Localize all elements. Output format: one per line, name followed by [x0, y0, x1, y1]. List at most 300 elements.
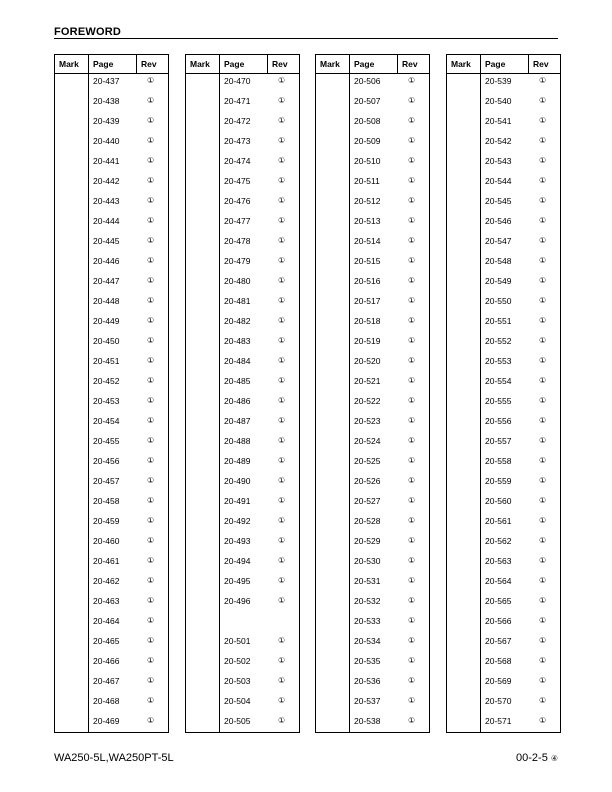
table-row	[316, 154, 429, 174]
rev-cell: ①	[539, 496, 547, 505]
rev-cell: ①	[539, 576, 547, 585]
page-cell: 20-531	[354, 576, 381, 586]
page-cell: 20-494	[224, 556, 251, 566]
rev-cell: ①	[147, 276, 155, 285]
table-row	[447, 334, 560, 354]
table-row	[55, 154, 168, 174]
table-row	[55, 614, 168, 634]
mark-header: Mark	[320, 59, 340, 69]
page-cell: 20-491	[224, 496, 251, 506]
table-row	[55, 74, 168, 94]
table-row	[447, 494, 560, 514]
rev-cell: ①	[278, 156, 286, 165]
page-cell: 20-528	[354, 516, 381, 526]
page-cell: 20-440	[93, 136, 120, 146]
rev-cell: ①	[278, 96, 286, 105]
model-label: WA250-5L,WA250PT-5L	[54, 752, 174, 764]
rev-cell: ①	[539, 656, 547, 665]
page-number-block	[516, 752, 558, 764]
table-row	[447, 374, 560, 394]
table-row	[316, 354, 429, 374]
column-divider	[267, 55, 268, 73]
page-cell: 20-502	[224, 656, 251, 666]
page-cell: 20-438	[93, 96, 120, 106]
rev-cell: ①	[278, 416, 286, 425]
table-row	[186, 494, 299, 514]
table-row	[447, 254, 560, 274]
page-cell: 20-460	[93, 536, 120, 546]
page-cell: 20-490	[224, 476, 251, 486]
page-cell: 20-457	[93, 476, 120, 486]
table-row	[447, 134, 560, 154]
table-row	[447, 654, 560, 674]
page-cell: 20-551	[485, 316, 512, 326]
page-cell: 20-545	[485, 196, 512, 206]
page-cell: 20-463	[93, 596, 120, 606]
page-cell: 20-506	[354, 76, 381, 86]
table-row	[186, 114, 299, 134]
page-cell: 20-527	[354, 496, 381, 506]
table-row	[55, 274, 168, 294]
page-cell: 20-483	[224, 336, 251, 346]
page-cell: 20-454	[93, 416, 120, 426]
rev-cell: ①	[147, 96, 155, 105]
page-number: 00-2-5	[516, 752, 548, 764]
rev-cell: ①	[408, 676, 416, 685]
table-row	[447, 274, 560, 294]
table-row	[186, 454, 299, 474]
rev-cell: ①	[147, 136, 155, 145]
rev-cell: ①	[408, 396, 416, 405]
page-cell: 20-473	[224, 136, 251, 146]
rev-cell: ①	[147, 156, 155, 165]
rev-cell: ①	[408, 276, 416, 285]
table-row	[447, 474, 560, 494]
rev-cell: ①	[539, 676, 547, 685]
table-row	[55, 554, 168, 574]
rev-cell: ①	[408, 76, 416, 85]
table-row	[447, 674, 560, 694]
page-cell: 20-517	[354, 296, 381, 306]
rev-cell: ①	[147, 596, 155, 605]
page-cell: 20-548	[485, 256, 512, 266]
page-cell: 20-442	[93, 176, 120, 186]
page-revision-mark: ④	[550, 754, 558, 763]
page-cell: 20-504	[224, 696, 251, 706]
table-row	[186, 194, 299, 214]
table-row	[55, 334, 168, 354]
table-row	[55, 214, 168, 234]
page-cell: 20-529	[354, 536, 381, 546]
page-cell: 20-560	[485, 496, 512, 506]
table-row	[186, 374, 299, 394]
rev-cell: ①	[278, 136, 286, 145]
table-row	[186, 574, 299, 594]
table-row	[447, 594, 560, 614]
page-cell: 20-480	[224, 276, 251, 286]
page-cell: 20-501	[224, 636, 251, 646]
rev-cell: ①	[408, 196, 416, 205]
rev-cell: ①	[539, 276, 547, 285]
page-cell: 20-451	[93, 356, 120, 366]
page-cell: 20-478	[224, 236, 251, 246]
page-cell: 20-521	[354, 376, 381, 386]
table-row	[186, 174, 299, 194]
table-row	[316, 434, 429, 454]
page-cell: 20-508	[354, 116, 381, 126]
page-cell: 20-557	[485, 436, 512, 446]
rev-cell: ①	[539, 176, 547, 185]
page-cell: 20-472	[224, 116, 251, 126]
page-cell: 20-466	[93, 656, 120, 666]
page-cell: 20-443	[93, 196, 120, 206]
table-row	[316, 514, 429, 534]
page-cell: 20-549	[485, 276, 512, 286]
rev-cell: ①	[408, 696, 416, 705]
rev-cell: ①	[539, 636, 547, 645]
page-cell: 20-553	[485, 356, 512, 366]
rev-cell: ①	[408, 296, 416, 305]
rev-cell: ①	[539, 136, 547, 145]
page-cell: 20-441	[93, 156, 120, 166]
table-row	[316, 394, 429, 414]
rev-cell: ①	[539, 436, 547, 445]
table-row	[447, 174, 560, 194]
page-cell: 20-446	[93, 256, 120, 266]
rev-cell: ①	[408, 316, 416, 325]
page-cell: 20-526	[354, 476, 381, 486]
table-row	[447, 314, 560, 334]
rev-cell: ①	[278, 296, 286, 305]
page-cell: 20-555	[485, 396, 512, 406]
rev-cell: ①	[408, 376, 416, 385]
rev-cell: ①	[278, 116, 286, 125]
rev-cell: ①	[278, 396, 286, 405]
page-cell: 20-444	[93, 216, 120, 226]
page-cell: 20-562	[485, 536, 512, 546]
rev-cell: ①	[408, 436, 416, 445]
page-cell: 20-569	[485, 676, 512, 686]
table-row	[55, 594, 168, 614]
page-cell: 20-439	[93, 116, 120, 126]
page-cell: 20-487	[224, 416, 251, 426]
page-cell: 20-465	[93, 636, 120, 646]
page-cell: 20-546	[485, 216, 512, 226]
rev-cell: ①	[278, 376, 286, 385]
page-cell: 20-513	[354, 216, 381, 226]
page-cell: 20-496	[224, 596, 251, 606]
table-row	[316, 554, 429, 574]
rev-cell: ①	[408, 496, 416, 505]
table-row	[186, 514, 299, 534]
page-cell: 20-474	[224, 156, 251, 166]
rev-cell: ①	[408, 116, 416, 125]
rev-cell: ①	[278, 256, 286, 265]
table-row	[316, 614, 429, 634]
page-cell: 20-570	[485, 696, 512, 706]
page-cell: 20-467	[93, 676, 120, 686]
table-row	[55, 574, 168, 594]
rev-cell: ①	[408, 156, 416, 165]
table-row	[186, 714, 299, 734]
rev-cell: ①	[408, 96, 416, 105]
page-cell: 20-567	[485, 636, 512, 646]
column-divider	[397, 55, 398, 73]
table-row	[316, 454, 429, 474]
table-row	[55, 174, 168, 194]
table-row	[447, 534, 560, 554]
table-row	[186, 634, 299, 654]
rev-cell: ①	[278, 576, 286, 585]
page-cell: 20-563	[485, 556, 512, 566]
table-row	[316, 194, 429, 214]
rev-header: Rev	[402, 59, 418, 69]
rev-cell: ①	[147, 216, 155, 225]
table-row	[186, 614, 299, 634]
rev-cell: ①	[408, 456, 416, 465]
table-row	[316, 414, 429, 434]
page-cell: 20-565	[485, 596, 512, 606]
page-cell: 20-477	[224, 216, 251, 226]
table-header	[55, 55, 168, 74]
page-header: Page	[224, 59, 245, 69]
table-row	[55, 494, 168, 514]
page-cell: 20-475	[224, 176, 251, 186]
table-row	[447, 554, 560, 574]
table-row	[447, 574, 560, 594]
rev-cell: ①	[278, 556, 286, 565]
table-row	[55, 414, 168, 434]
rev-cell: ①	[539, 616, 547, 625]
page-cell: 20-514	[354, 236, 381, 246]
rev-cell: ①	[147, 396, 155, 405]
revision-table-1	[54, 54, 169, 733]
page-cell: 20-571	[485, 716, 512, 726]
rev-cell: ①	[539, 236, 547, 245]
page-cell: 20-485	[224, 376, 251, 386]
page-cell: 20-525	[354, 456, 381, 466]
table-row	[55, 434, 168, 454]
rev-cell: ①	[278, 356, 286, 365]
rev-cell: ①	[147, 456, 155, 465]
table-row	[186, 594, 299, 614]
table-row	[447, 194, 560, 214]
rev-cell: ①	[408, 556, 416, 565]
mark-header: Mark	[190, 59, 210, 69]
rev-cell: ①	[408, 216, 416, 225]
rev-cell: ①	[147, 256, 155, 265]
table-row	[316, 174, 429, 194]
table-row	[316, 114, 429, 134]
rev-cell: ①	[408, 136, 416, 145]
table-row	[186, 534, 299, 554]
page-cell: 20-462	[93, 576, 120, 586]
page-cell: 20-522	[354, 396, 381, 406]
table-row	[186, 434, 299, 454]
page-cell: 20-484	[224, 356, 251, 366]
page-cell: 20-469	[93, 716, 120, 726]
table-row	[186, 394, 299, 414]
table-row	[186, 414, 299, 434]
table-row	[55, 714, 168, 734]
page-cell: 20-455	[93, 436, 120, 446]
page-cell: 20-520	[354, 356, 381, 366]
page-cell: 20-558	[485, 456, 512, 466]
rev-cell: ①	[408, 636, 416, 645]
table-row	[186, 74, 299, 94]
page-cell: 20-495	[224, 576, 251, 586]
page-cell: 20-481	[224, 296, 251, 306]
table-row	[447, 434, 560, 454]
rev-cell: ①	[408, 656, 416, 665]
rev-cell: ①	[278, 676, 286, 685]
page-header: Page	[354, 59, 375, 69]
page-cell: 20-452	[93, 376, 120, 386]
rev-cell: ①	[147, 716, 155, 725]
page-cell: 20-488	[224, 436, 251, 446]
rev-cell: ①	[408, 516, 416, 525]
table-row	[447, 354, 560, 374]
table-row	[55, 314, 168, 334]
rev-cell: ①	[408, 236, 416, 245]
table-row	[55, 234, 168, 254]
page-header: Page	[93, 59, 114, 69]
table-row	[316, 654, 429, 674]
page-cell: 20-503	[224, 676, 251, 686]
table-row	[55, 94, 168, 114]
rev-cell: ①	[278, 216, 286, 225]
rev-cell: ①	[278, 236, 286, 245]
page-cell: 20-559	[485, 476, 512, 486]
header-rule	[54, 38, 558, 39]
page-cell: 20-476	[224, 196, 251, 206]
rev-cell: ①	[278, 476, 286, 485]
table-row	[186, 274, 299, 294]
table-row	[447, 714, 560, 734]
table-row	[186, 354, 299, 374]
rev-cell: ①	[539, 296, 547, 305]
table-row	[316, 494, 429, 514]
table-row	[186, 474, 299, 494]
table-row	[55, 634, 168, 654]
table-row	[316, 714, 429, 734]
page-cell: 20-535	[354, 656, 381, 666]
rev-cell: ①	[539, 336, 547, 345]
page-cell: 20-461	[93, 556, 120, 566]
table-row	[55, 254, 168, 274]
rev-cell: ①	[147, 376, 155, 385]
table-row	[55, 374, 168, 394]
rev-cell: ①	[539, 696, 547, 705]
table-row	[447, 294, 560, 314]
rev-cell: ①	[147, 416, 155, 425]
page-cell: 20-479	[224, 256, 251, 266]
table-row	[186, 674, 299, 694]
rev-cell: ①	[278, 516, 286, 525]
table-row	[186, 214, 299, 234]
rev-cell: ①	[539, 196, 547, 205]
page-cell: 20-518	[354, 316, 381, 326]
page-cell: 20-541	[485, 116, 512, 126]
table-row	[55, 534, 168, 554]
table-row	[447, 114, 560, 134]
rev-cell: ①	[147, 616, 155, 625]
table-row	[316, 334, 429, 354]
page-cell: 20-530	[354, 556, 381, 566]
rev-cell: ①	[278, 496, 286, 505]
rev-cell: ①	[539, 76, 547, 85]
table-row	[55, 474, 168, 494]
page-cell: 20-449	[93, 316, 120, 326]
table-row	[186, 154, 299, 174]
rev-header: Rev	[141, 59, 157, 69]
table-row	[186, 254, 299, 274]
rev-cell: ①	[539, 556, 547, 565]
page-cell: 20-516	[354, 276, 381, 286]
rev-cell: ①	[147, 476, 155, 485]
table-row	[55, 674, 168, 694]
table-rows	[55, 74, 168, 732]
table-row	[316, 474, 429, 494]
table-row	[316, 574, 429, 594]
table-row	[55, 194, 168, 214]
mark-header: Mark	[59, 59, 79, 69]
rev-cell: ①	[278, 176, 286, 185]
revision-table-2	[185, 54, 300, 733]
page-cell: 20-542	[485, 136, 512, 146]
rev-cell: ①	[408, 576, 416, 585]
rev-cell: ①	[539, 416, 547, 425]
table-row	[186, 234, 299, 254]
page-cell: 20-445	[93, 236, 120, 246]
rev-cell: ①	[147, 316, 155, 325]
column-divider	[528, 55, 529, 73]
rev-cell: ①	[539, 96, 547, 105]
rev-cell: ①	[408, 256, 416, 265]
column-divider	[136, 55, 137, 73]
rev-cell: ①	[539, 516, 547, 525]
page-cell: 20-547	[485, 236, 512, 246]
table-row	[55, 354, 168, 374]
page-cell: 20-561	[485, 516, 512, 526]
rev-cell: ①	[147, 656, 155, 665]
table-row	[447, 634, 560, 654]
page-cell: 20-470	[224, 76, 251, 86]
rev-cell: ①	[408, 716, 416, 725]
table-row	[186, 294, 299, 314]
page-cell: 20-564	[485, 576, 512, 586]
page-cell: 20-492	[224, 516, 251, 526]
table-row	[316, 594, 429, 614]
page-cell: 20-458	[93, 496, 120, 506]
table-row	[55, 294, 168, 314]
page-cell: 20-489	[224, 456, 251, 466]
table-row	[316, 214, 429, 234]
rev-cell: ①	[278, 456, 286, 465]
rev-cell: ①	[408, 476, 416, 485]
table-row	[186, 654, 299, 674]
page-cell: 20-510	[354, 156, 381, 166]
page-cell: 20-568	[485, 656, 512, 666]
table-row	[55, 454, 168, 474]
table-header	[447, 55, 560, 74]
rev-cell: ①	[408, 536, 416, 545]
page-cell: 20-556	[485, 416, 512, 426]
table-row	[447, 694, 560, 714]
rev-header: Rev	[272, 59, 288, 69]
page-cell: 20-447	[93, 276, 120, 286]
page-cell: 20-482	[224, 316, 251, 326]
